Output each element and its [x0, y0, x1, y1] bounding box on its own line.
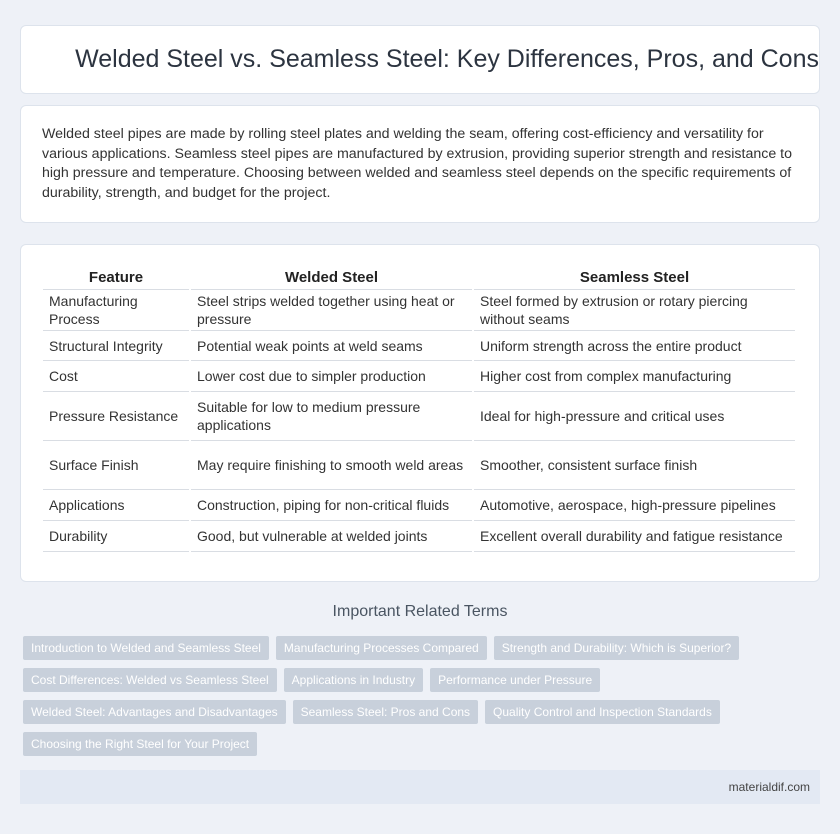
related-term-tag[interactable]: Strength and Durability: Which is Superior?: [494, 636, 739, 660]
related-term-tag[interactable]: Manufacturing Processes Compared: [276, 636, 487, 660]
table-row: [43, 290, 795, 331]
page-title: Welded Steel vs. Seamless Steel: Key Differences, Pros, and Cons: [75, 45, 819, 73]
seamless-cell: Excellent overall durability and fatigue resistance: [474, 521, 795, 552]
related-term-tag[interactable]: Quality Control and Inspection Standards: [485, 700, 720, 724]
related-term-tag[interactable]: Introduction to Welded and Seamless Steel: [23, 636, 269, 660]
header-seamless: Seamless Steel: [474, 268, 795, 290]
related-term-tag[interactable]: Cost Differences: Welded vs Seamless Steel: [23, 668, 277, 692]
feature-cell: Cost: [43, 361, 189, 392]
welded-cell: Construction, piping for non-critical fluids: [191, 490, 472, 521]
comparison-card: [20, 244, 820, 582]
related-terms-title: Important Related Terms: [332, 603, 508, 620]
footer-site-link[interactable]: materialdif.com: [728, 780, 810, 794]
welded-cell: Suitable for low to medium pressure applications: [191, 392, 472, 441]
feature-cell: Manufacturing Process: [43, 290, 189, 331]
feature-cell: Durability: [43, 521, 189, 552]
seamless-cell: Automotive, aerospace, high-pressure pipelines: [474, 490, 795, 521]
title-card: [20, 25, 820, 94]
table-header-row: [43, 268, 795, 290]
welded-cell: Lower cost due to simpler production: [191, 361, 472, 392]
related-terms-list: [23, 636, 803, 764]
table-row: [43, 331, 795, 361]
related-term-tag[interactable]: Seamless Steel: Pros and Cons: [293, 700, 478, 724]
feature-cell: Structural Integrity: [43, 331, 189, 361]
related-term-tag[interactable]: Welded Steel: Advantages and Disadvantages: [23, 700, 286, 724]
table-row: [43, 521, 795, 552]
seamless-cell: Uniform strength across the entire product: [474, 331, 795, 361]
comparison-table: [41, 268, 797, 552]
related-term-tag[interactable]: Choosing the Right Steel for Your Project: [23, 732, 257, 756]
title-row: [21, 26, 819, 93]
welded-cell: May require finishing to smooth weld areas: [191, 441, 472, 490]
feature-cell: Pressure Resistance: [43, 392, 189, 441]
seamless-cell: Steel formed by extrusion or rotary piercing without seams: [474, 290, 795, 331]
seamless-cell: Smoother, consistent surface finish: [474, 441, 795, 490]
seamless-cell: Higher cost from complex manufacturing: [474, 361, 795, 392]
table-row: [43, 441, 795, 490]
feature-cell: Surface Finish: [43, 441, 189, 490]
welded-cell: Steel strips welded together using heat or pressure: [191, 290, 472, 331]
seamless-cell: Ideal for high-pressure and critical uses: [474, 392, 795, 441]
header-feature: Feature: [43, 268, 189, 290]
table-row: [43, 392, 795, 441]
table-row: [43, 490, 795, 521]
feature-cell: Applications: [43, 490, 189, 521]
intro-paragraph: Welded steel pipes are made by rolling steel plates and welding the seam, offering cost-efficiency and versatility for various applications. Seamless steel pipes are manufactured by extrusion, providing superior strength and resistance to high pressure and temperature. Choosing between welded and seamless steel depends on the specific requirements of durability, strength, and budget for the project.: [42, 126, 792, 201]
related-term-tag[interactable]: Applications in Industry: [284, 668, 423, 692]
header-welded: Welded Steel: [191, 268, 472, 290]
welded-cell: Potential weak points at weld seams: [191, 331, 472, 361]
related-term-tag[interactable]: Performance under Pressure: [430, 668, 600, 692]
intro-card: [20, 105, 820, 223]
welded-cell: Good, but vulnerable at welded joints: [191, 521, 472, 552]
footer: [20, 770, 820, 804]
table-row: [43, 361, 795, 392]
